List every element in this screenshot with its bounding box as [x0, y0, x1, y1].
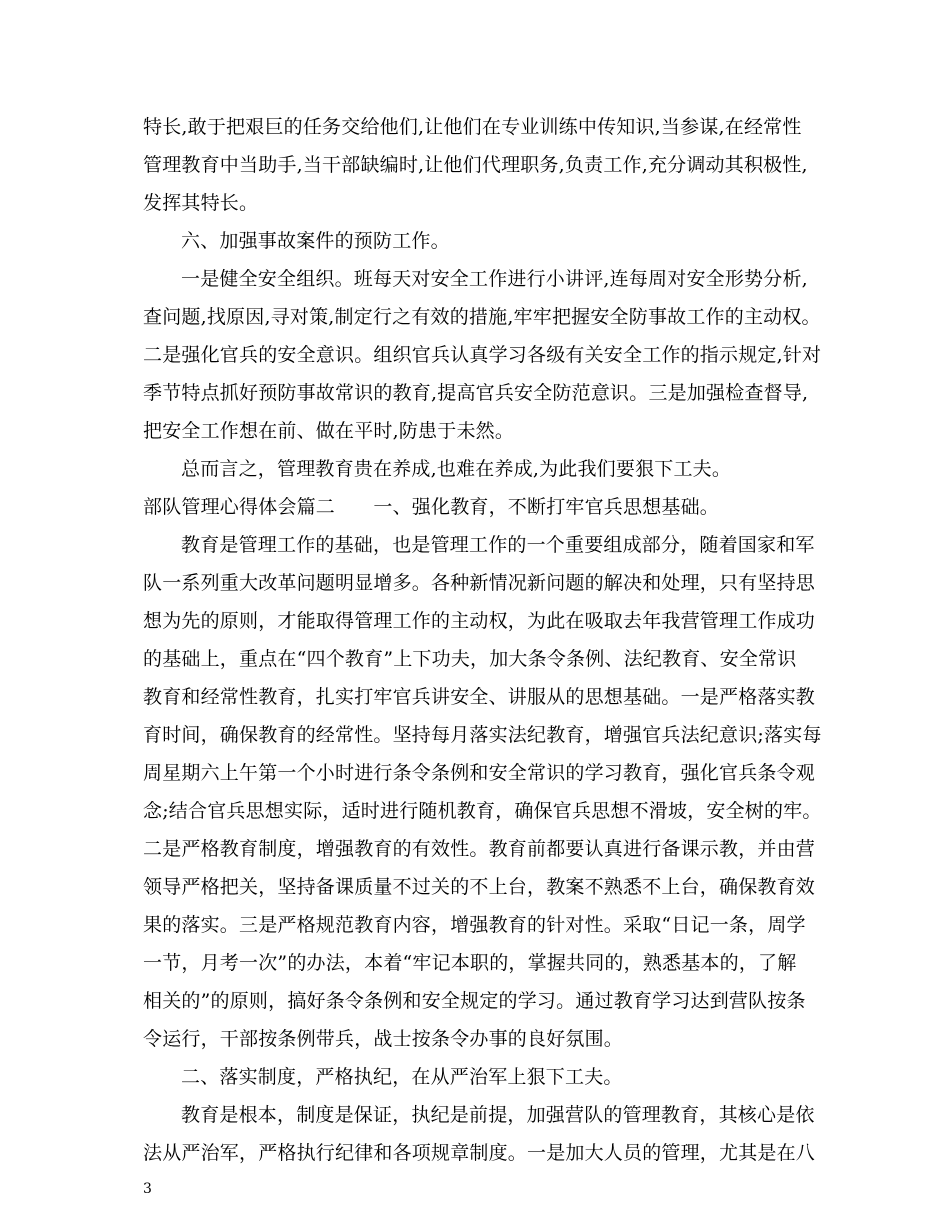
text-line: 特长,敢于把艰巨的任务交给他们,让他们在专业训练中传知识,当参谋,在经常性 [143, 116, 802, 138]
text-line: 把安全工作想在前、做在平时,防患于未然。 [143, 420, 515, 442]
text-line: 令运行，干部按条例带兵，战士按条令办事的良好氛围。 [143, 1028, 624, 1050]
text-line: 一节，月考一次”的办法，本着“牢记本职的，掌握共同的，熟悉基本的，了解 [143, 952, 797, 974]
text-line: 季节特点抓好预防事故常识的教育,提高官兵安全防范意识。三是加强检查督导, [143, 382, 809, 404]
text-line: 二是严格教育制度，增强教育的有效性。教育前都要认真进行备课示教，并由营 [143, 838, 816, 860]
text-line: 队一系列重大改革问题明显增多。各种新情况新问题的解决和处理，只有坚持思 [143, 572, 816, 594]
text-line: 周星期六上午第一个小时进行条令条例和安全常识的学习教育，强化官兵条令观 [143, 762, 816, 784]
text-line: 法从严治军，严格执行纪律和各项规章制度。一是加大人员的管理，尤其是在八 [143, 1142, 816, 1164]
text-line: 管理教育中当助手,当干部缺编时,让他们代理职务,负责工作,充分调动其积极性, [143, 154, 808, 176]
section-heading: 六、加强事故案件的预防工作。 [181, 230, 450, 252]
text-line: 的基础上，重点在“四个教育”上下功夫，加大条令条例、法纪教育、安全常识 [143, 648, 797, 670]
text-line: 二是强化官兵的安全意识。组织官兵认真学习各级有关安全工作的指示规定,针对 [143, 344, 822, 366]
article-heading: 部队管理心得体会篇二 一、强化教育，不断打牢官兵思想基础。 [143, 496, 720, 518]
text-line: 相关的”的原则，搞好条令条例和安全规定的学习。通过教育学习达到营队按条 [143, 990, 806, 1012]
text-line: 一是健全安全组织。班每天对安全工作进行小讲评,连每周对安全形势分析, [181, 268, 808, 290]
text-line: 教育是根本，制度是保证，执纪是前提，加强营队的管理教育，其核心是依 [181, 1104, 815, 1126]
text-line: 想为先的原则，才能取得管理工作的主动权，为此在吸取去年我营管理工作成功 [143, 610, 816, 632]
text-line: 领导严格把关，坚持备课质量不过关的不上台，教案不熟悉不上台，确保教育效 [143, 876, 816, 898]
text-line: 果的落实。三是严格规范教育内容，增强教育的针对性。采取“日记一条，周学 [143, 914, 806, 936]
text-line: 教育和经常性教育，扎实打牢官兵讲安全、讲服从的思想基础。一是严格落实教 [143, 686, 816, 708]
text-line: 教育是管理工作的基础，也是管理工作的一个重要组成部分，随着国家和军 [181, 534, 815, 556]
text-line: 总而言之，管理教育贵在养成,也难在养成,为此我们要狠下工夫。 [181, 458, 732, 480]
text-line: 念;结合官兵思想实际，适时进行随机教育，确保官兵思想不滑坡，安全树的牢。 [143, 800, 822, 822]
page-number: 3 [143, 1181, 152, 1197]
section-heading: 二、落实制度，严格执纪，在从严治军上狠下工夫。 [181, 1066, 623, 1088]
text-line: 发挥其特长。 [143, 192, 259, 214]
text-line: 查问题,找原因,寻对策,制定行之有效的措施,牢牢把握安全防事故工作的主动权。 [143, 306, 821, 328]
text-line: 育时间，确保教育的经常性。坚持每月落实法纪教育，增强官兵法纪意识;落实每 [143, 724, 822, 746]
